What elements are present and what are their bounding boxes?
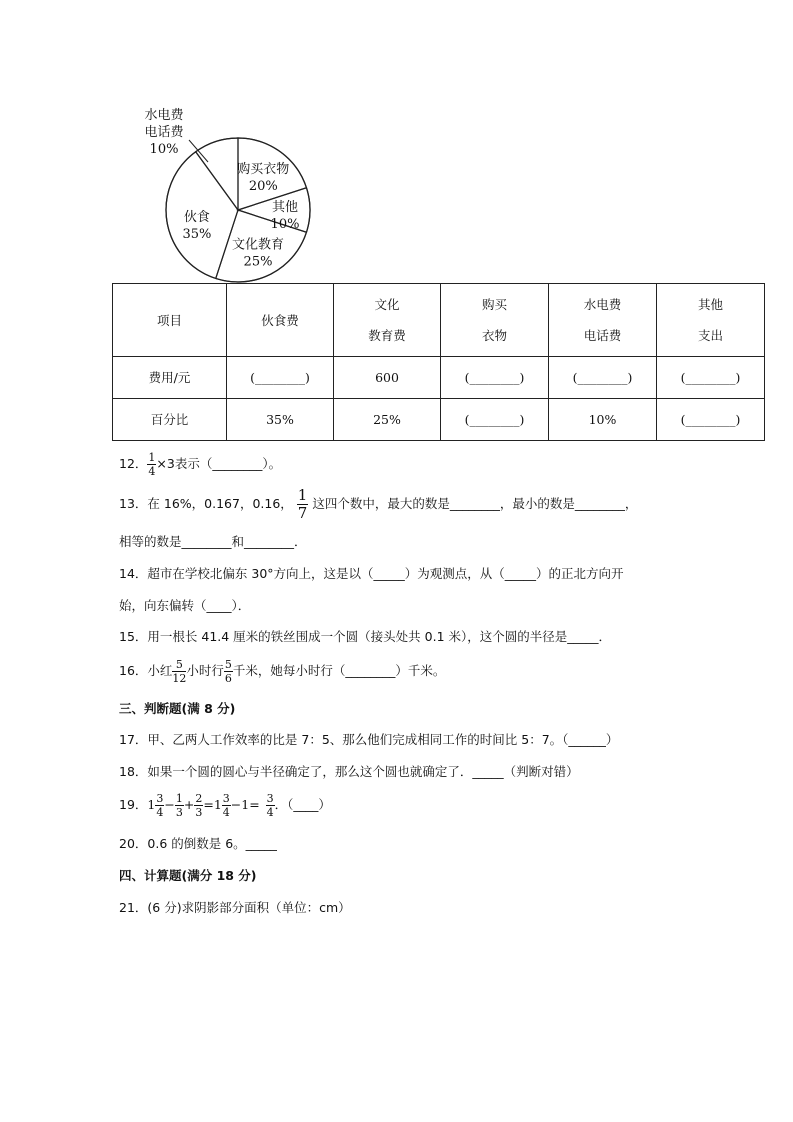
table-cell: 10% [549,399,657,441]
section-3-heading: 三、判断题(满 8 分) [119,701,236,716]
header-cell: 其他 支出 [657,284,765,357]
table-row-cost [113,357,765,399]
fraction: $\frac{3}{4}$ [266,792,274,819]
table-cell: (________) [657,357,765,399]
pie-percent-label: 10% [149,142,179,157]
table-cell: 费用/元 [113,357,227,399]
pie-category-label: 伙食 [183,210,210,226]
table-cell: (________) [549,357,657,399]
question-20: 20．0.6 的倒数是 6。_____ [119,836,277,851]
table-cell: (________) [657,399,765,441]
pie-percent-label: 25% [243,254,273,270]
header-cell: 伙食费 [227,284,334,357]
table-cell: 600 [334,357,441,399]
table-cell: (________) [441,399,549,441]
expense-table [112,283,765,441]
table-cell: 百分比 [113,399,227,441]
pie-category-label: 其他 [271,200,299,215]
fraction: $\frac{1}{3}$ [175,792,183,819]
table-header-row [113,284,765,357]
question-12: 12． $\frac{1}{4}$ ×3表示（________）。 [119,451,282,478]
table-cell: 35% [227,399,334,441]
header-cell: 文化 教育费 [334,284,441,357]
fraction: $\frac{5}{6}$ [224,658,232,685]
pie-category-label: 文化教育 [231,237,285,253]
fraction: $\frac{3}{4}$ [156,792,164,819]
pie-chart [130,100,330,290]
section-4-heading: 四、计算题(满分 18 分) [119,868,257,883]
question-21: 21．(6 分)求阴影部分面积（单位：cm） [119,900,351,915]
fraction: $\frac{1}{7}$ [297,486,308,522]
fraction: $\frac{5}{12}$ [172,658,187,685]
pie-percent-label: 10% [270,217,300,232]
table-cell: 25% [334,399,441,441]
table-cell: (________) [227,357,334,399]
header-cell: 水电费 电话费 [549,284,657,357]
question-14-line2: 始，向东偏转（____）． [119,598,251,613]
question-14-line1: 14．超市在学校北偏东 30°方向上，这是以（_____）为观测点，从（_____）的正北方向开 [119,566,624,581]
question-15: 15．用一根长 41.4 厘米的铁丝围成一个圆（接头处共 0.1 米），这个圆的半径是_____． [119,629,612,644]
pie-category-label: 水电费 [144,108,184,123]
table-row-percent [113,399,765,441]
pie-percent-label: 35% [182,227,212,243]
question-16: 16．小红 $\frac{5}{12}$ 小时行 $\frac{5}{6}$ 千米，她每小时行（________）千米。 [119,658,446,685]
question-18: 18．如果一个圆的圆心与半径确定了，那么这个圆也就确定了．_____（判断对错） [119,764,579,779]
header-cell: 购买 衣物 [441,284,549,357]
fraction: $\frac{3}{4}$ [222,792,230,819]
header-cell: 项目 [113,284,227,357]
pie-percent-label: 20% [248,179,278,194]
question-19: 19．1 $\frac{3}{4}$ − $\frac{1}{3}$ + $\frac{2}{3}$ =1 $\frac{3}{4}$ −1= $\frac{3}{4}$ ．（____） [119,792,331,819]
question-13-line2: 相等的数是________和________． [119,534,307,549]
fraction: $\frac{2}{3}$ [195,792,203,819]
question-13-line1: 13．在 16%，0.167，0.16， $\frac{1}{7}$ 这四个数中，最大的数是________，最小的数是________， [119,486,638,522]
question-17: 17．甲、乙两人工作效率的比是 7：5、那么他们完成相同工作的时间比 5：7。（______） [119,732,619,747]
pie-category-label: 购买衣物 [237,162,290,177]
fraction: $\frac{1}{4}$ [148,451,156,478]
pie-category-label: 电话费 [144,125,184,140]
table-cell: (________) [441,357,549,399]
